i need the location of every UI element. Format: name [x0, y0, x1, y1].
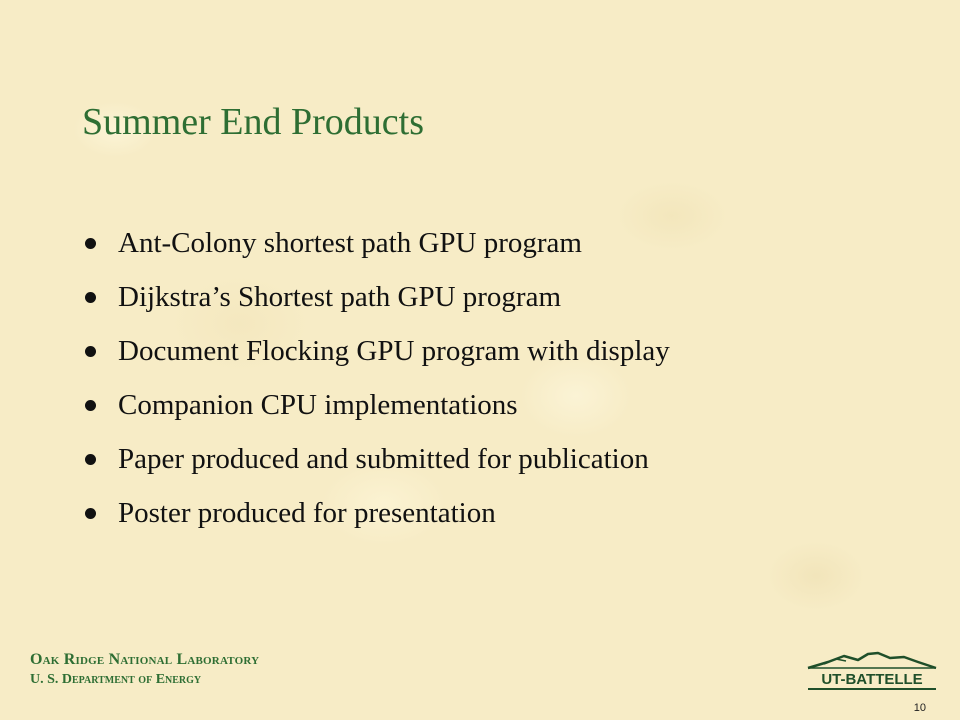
- footer-department-name: U. S. Department of Energy: [30, 672, 202, 687]
- footer-organization: [30, 650, 259, 690]
- bullet-item: [82, 432, 670, 486]
- footer-lab-name: Oak Ridge National Laboratory: [30, 651, 260, 668]
- bullet-dot-icon: [85, 400, 96, 411]
- bullet-item: [82, 486, 670, 540]
- bullet-dot-icon: [85, 454, 96, 465]
- logo-text: UT-BATTELLE: [821, 671, 923, 688]
- bullet-list: [82, 216, 670, 540]
- bullet-item: [82, 216, 670, 270]
- slide-title: Summer End Products: [82, 101, 424, 143]
- bullet-item: [82, 324, 670, 378]
- bullet-text: Paper produced and submitted for publication: [118, 442, 649, 475]
- bullet-dot-icon: [85, 292, 96, 303]
- bullet-dot-icon: [85, 238, 96, 249]
- bullet-text: Ant-Colony shortest path GPU program: [118, 226, 582, 259]
- bullet-dot-icon: [85, 346, 96, 357]
- ut-battelle-logo-icon: [806, 648, 938, 692]
- bullet-dot-icon: [85, 508, 96, 519]
- bullet-item: [82, 270, 670, 324]
- bullet-text: Companion CPU implementations: [118, 388, 518, 421]
- bullet-text: Poster produced for presentation: [118, 496, 496, 529]
- bullet-text: Document Flocking GPU program with display: [118, 334, 670, 367]
- bullet-text: Dijkstra’s Shortest path GPU program: [118, 280, 562, 313]
- page-number: 10: [913, 702, 926, 714]
- bullet-item: [82, 378, 670, 432]
